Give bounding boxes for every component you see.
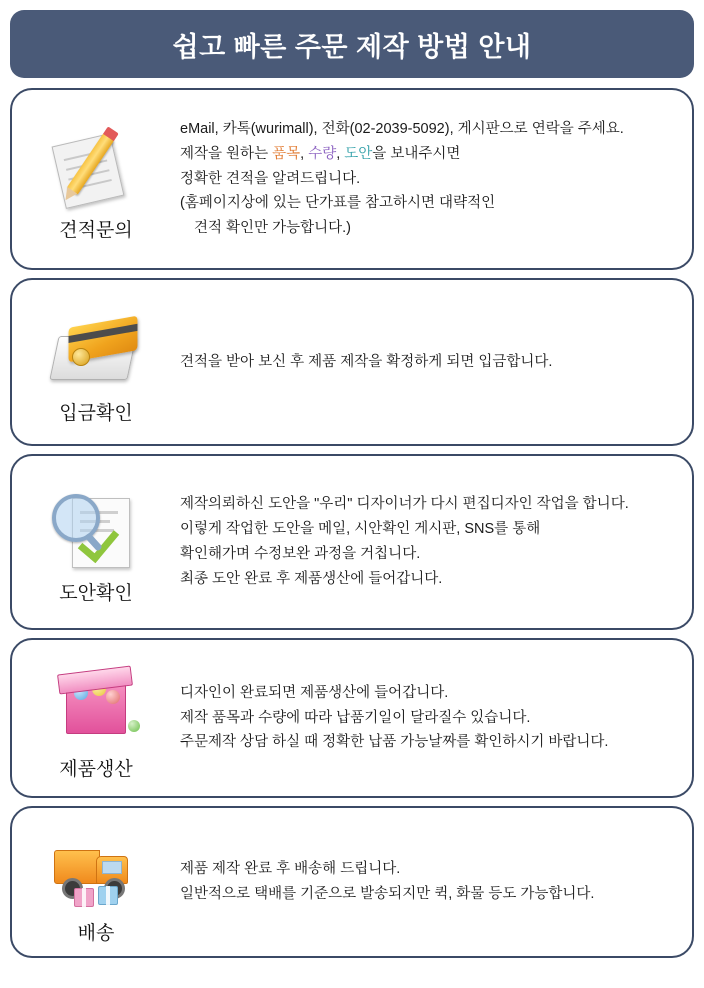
step-text-column (180, 808, 692, 956)
gift-box-production-icon (44, 662, 148, 748)
step-text-line: eMail, 카톡(wurimall), 전화(02-2039-5092), 게시판으로 연락을 주세요. (180, 120, 624, 137)
highlight-design: 도안 (344, 145, 373, 162)
magnifier-document-check-icon (44, 486, 148, 572)
steps-list (10, 88, 694, 958)
step-text-line: 주문제작 상담 하실 때 정확한 납품 가능날짜를 확인하시기 바랍니다. (180, 734, 609, 751)
step-card-estimate (10, 88, 694, 270)
credit-card-wallet-icon (44, 306, 148, 392)
page-header-banner (10, 10, 694, 78)
step-icon-column (12, 456, 180, 628)
step-label: 도안확인 (59, 582, 133, 604)
step-text-line: 이렇게 작업한 도안을 메일, 시안확인 게시판, SNS를 통해 (180, 521, 541, 538)
step-icon-column (12, 280, 180, 444)
step-icon-column (12, 640, 180, 796)
step-card-payment (10, 278, 694, 446)
step-text-line: 제작을 원하는 품목, 수량, 도안을 보내주시면 (180, 145, 461, 162)
step-text-column (180, 456, 692, 628)
step-text-line: 견적 확인만 가능합니다.) (194, 220, 351, 237)
step-label: 입금확인 (59, 402, 133, 424)
step-text-line: 확인해가며 수정보완 과정을 거칩니다. (180, 546, 421, 562)
step-text-line: 최종 도안 완료 후 제품생산에 들어갑니다. (180, 570, 443, 587)
step-icon-column (12, 808, 180, 956)
highlight-item: 품목 (272, 145, 301, 162)
step-card-design-check (10, 454, 694, 630)
step-text-line: 제작 품목과 수량에 따라 납품기일이 달라질수 있습니다. (180, 709, 531, 726)
step-card-production (10, 638, 694, 798)
step-text-column (180, 640, 692, 796)
step-text-column (180, 90, 692, 268)
step-text-line: 일반적으로 택배를 기준으로 발송되지만 퀵, 화물 등도 가능합니다. (180, 886, 595, 902)
highlight-quantity: 수량 (308, 145, 337, 162)
step-text-line: 디자인이 완료되면 제품생산에 들어갑니다. (180, 684, 449, 701)
step-icon-column (12, 90, 180, 268)
step-label: 제품생산 (59, 758, 133, 780)
step-label: 견적문의 (59, 219, 133, 241)
step-label: 배송 (77, 922, 115, 944)
step-text-line: 견적을 받아 보신 후 제품 제작을 확정하게 되면 입금합니다. (180, 353, 553, 370)
delivery-truck-icon (44, 826, 148, 912)
step-text-line: 제작의뢰하신 도안을 "우리" 디자이너가 다시 편집디자인 작업을 합니다. (180, 496, 629, 513)
step-text-line: 제품 제작 완료 후 배송해 드립니다. (180, 861, 401, 878)
step-text-line: (홈페이지상에 있는 단가표를 참고하시면 대략적인 (180, 195, 496, 212)
step-text-column (180, 280, 692, 444)
estimate-pencil-notepad-icon (44, 123, 148, 209)
page-title: 쉽고 빠른 주문 제작 방법 안내 (172, 31, 532, 62)
step-card-delivery (10, 806, 694, 958)
step-text-line: 정확한 견적을 알려드립니다. (180, 170, 361, 187)
